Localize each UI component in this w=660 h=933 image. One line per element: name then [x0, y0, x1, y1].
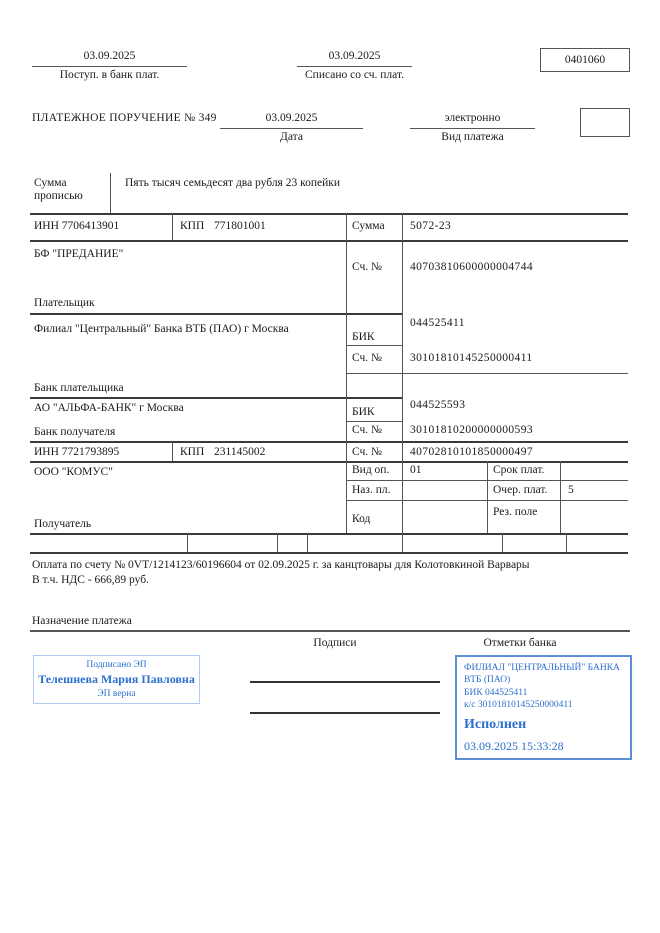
table-hline: [346, 373, 628, 374]
payer-kpp: 771801001: [214, 220, 266, 232]
esign-signed-label: Подписано ЭП: [86, 660, 147, 670]
purpose-label: Назначение платежа: [32, 615, 132, 627]
payee-inn: ИНН 7721793895: [34, 446, 120, 458]
purpose-underline: [30, 630, 630, 632]
priority-value: 5: [568, 484, 574, 496]
form-code: 0401060: [564, 54, 606, 66]
received-date-underline: [32, 66, 187, 67]
doc-date-value: 03.09.2025: [265, 112, 318, 124]
payee-account-label: Сч. №: [352, 446, 383, 458]
stamp-bank-name-line2: ВТБ (ПАО): [464, 675, 511, 686]
form-code-box: [540, 48, 630, 72]
payee-role-label: Получатель: [34, 518, 92, 530]
table-hline: [30, 240, 628, 242]
payer-name: БФ "ПРЕДАНИЕ": [34, 248, 124, 260]
table-vline: [277, 533, 278, 552]
payee-bank-account-label: Сч. №: [352, 424, 383, 436]
table-vline: [346, 213, 347, 533]
payer-kpp-label: КПП: [180, 220, 205, 232]
sum-label: Сумма: [352, 220, 385, 232]
payee-kpp-label: КПП: [180, 446, 205, 458]
table-hline: [346, 345, 402, 346]
stamp-bank-name-line1: ФИЛИАЛ "ЦЕНТРАЛЬНЫЙ" БАНКА: [464, 663, 620, 673]
payee-bank-account: 30101810200000000593: [410, 424, 533, 436]
stamp-status: Исполнен: [464, 717, 527, 733]
due-date-label: Срок плат.: [493, 464, 545, 476]
purpose-text-line1: Оплата по счету № 0VT/1214123/60196604 от 02.09.2025 г. за канцтовары для Колотовкиной Варвары: [32, 559, 530, 571]
amount-in-words: Пять тысяч семьдесят два рубля 23 копейки: [125, 177, 341, 189]
table-hline: [30, 461, 628, 463]
esign-signer-name: Телешнева Мария Павловна: [38, 672, 195, 686]
signature-line: [250, 681, 440, 683]
payee-bank-bik: 044525593: [410, 399, 466, 411]
payer-bank-account-label: Сч. №: [352, 352, 383, 364]
signatures-label: Подписи: [313, 637, 357, 649]
op-type-label: Вид оп.: [352, 464, 390, 476]
stamp-bik: БИК 044525411: [464, 687, 528, 698]
payer-bank-bik-label: БИК: [352, 331, 375, 343]
table-vline: [307, 533, 308, 552]
doc-date-label: Дата: [280, 131, 303, 143]
doc-title: ПЛАТЕЖНОЕ ПОРУЧЕНИЕ № 349: [32, 112, 217, 124]
payee-kpp: 231145002: [214, 446, 266, 458]
table-vline: [566, 533, 567, 552]
purpose-text-line2: В т.ч. НДС - 666,89 руб.: [32, 574, 149, 586]
stamp-corr-account: к/с 30101810145250000411: [464, 700, 573, 711]
payee-name: ООО "КОМУС": [34, 466, 113, 478]
bank-stamp: [455, 655, 632, 760]
table-vline: [560, 461, 561, 533]
table-vline: [487, 461, 488, 533]
payer-account: 40703810600000004744: [410, 261, 533, 273]
payer-bank-name: Филиал "Центральный" Банка ВТБ (ПАО) г Москва: [34, 323, 289, 335]
payer-account-label: Сч. №: [352, 261, 383, 273]
debited-date: 03.09.2025: [328, 50, 381, 62]
table-vline: [502, 533, 503, 552]
sum-value: 5072-23: [410, 220, 452, 232]
table-vline: [172, 441, 173, 461]
status-field-box: [580, 108, 630, 137]
doc-date-underline: [220, 128, 363, 129]
signature-line: [250, 712, 440, 714]
table-hline: [346, 421, 402, 422]
stamp-datetime: 03.09.2025 15:33:28: [464, 739, 564, 754]
table-hline: [30, 552, 628, 554]
table-hline: [30, 213, 628, 215]
bank-marks-label: Отметки банка: [483, 637, 557, 649]
payee-bank-name: АО "АЛЬФА-БАНК" г Москва: [34, 402, 184, 414]
table-vline: [187, 533, 188, 552]
payee-account: 40702810101850000497: [410, 446, 533, 458]
received-in-bank-label: Поступ. в банк плат.: [59, 69, 160, 81]
payer-bank-account: 30101810145250000411: [410, 352, 533, 364]
table-vline: [172, 213, 173, 240]
table-vline: [402, 213, 403, 533]
reserve-field-label: Рез. поле: [493, 506, 538, 518]
code-label: Код: [352, 513, 371, 525]
payment-kind-label: Вид платежа: [441, 131, 504, 143]
esign-valid-label: ЭП верна: [97, 689, 136, 699]
debited-label: Списано со сч. плат.: [305, 69, 404, 81]
table-vline: [110, 173, 111, 213]
amount-in-words-label: Сумма прописью: [34, 177, 83, 203]
received-in-bank-date: 03.09.2025: [83, 50, 136, 62]
debited-date-underline: [297, 66, 412, 67]
payment-kind-underline: [410, 128, 535, 129]
payer-bank-role-label: Банк плательщика: [34, 382, 124, 394]
table-hline: [30, 441, 628, 443]
payee-bank-role-label: Банк получателя: [34, 426, 116, 438]
payer-inn: ИНН 7706413901: [34, 220, 120, 232]
payer-bank-bik: 044525411: [410, 317, 465, 329]
priority-label: Очер. плат.: [493, 484, 548, 496]
op-type-value: 01: [410, 464, 422, 476]
payment-kind-value: электронно: [444, 112, 501, 124]
payer-role-label: Плательщик: [34, 297, 95, 309]
table-hline: [30, 533, 628, 535]
esignature-box: [33, 655, 200, 704]
table-vline: [402, 533, 403, 552]
payee-bank-bik-label: БИК: [352, 406, 375, 418]
purpose-code-label: Наз. пл.: [352, 484, 391, 496]
